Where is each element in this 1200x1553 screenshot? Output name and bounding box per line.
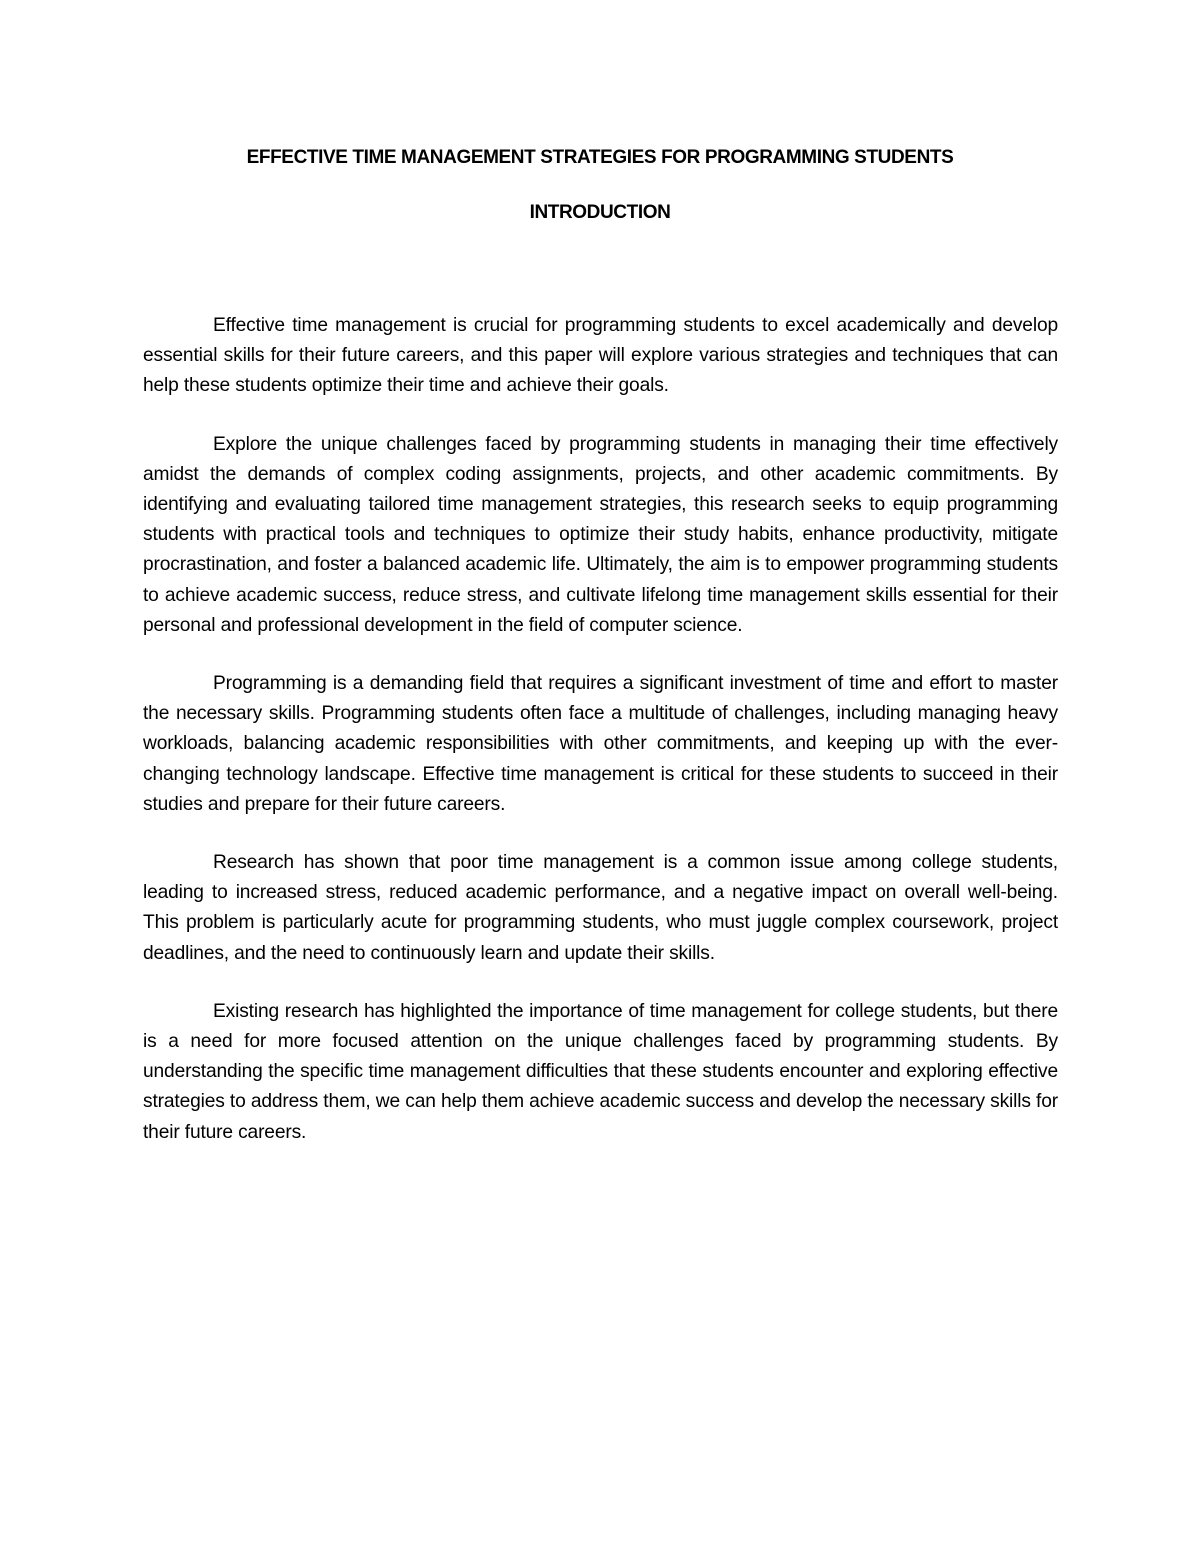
paragraph-3: Programming is a demanding field that requires a significant investment of time and effort to master the necessary skills. Programming students often face a multitude of challenges, including managing heavy workloads, balancing academic responsibilities with other commitments, and keeping up with the ever-changing technology landscape. Effective time management is critical for these students to succeed in their studies and prepare for their future careers. bbox=[143, 673, 1058, 815]
paragraph-2: Explore the unique challenges faced by programming students in managing their time effectively amidst the demands of complex coding assignments, projects, and other academic commitments. By identifying and evaluating tailored time management strategies, this research seeks to equip programming students with practical tools and techniques to optimize their study habits, enhance productivity, mitigate procrastination, and foster a balanced academic life. Ultimately, the aim is to empower programming students to achieve academic success, reduce stress, and cultivate lifelong time management skills essential for their personal and professional development in the field of computer science. bbox=[143, 433, 1058, 636]
section-heading: INTRODUCTION bbox=[529, 202, 671, 223]
document-body bbox=[143, 311, 1058, 1176]
paragraph-5: Existing research has highlighted the importance of time management for college students, but there is a need for more focused attention on the unique challenges faced by programming students. By understanding the specific time management difficulties that these students encounter and exploring effective strategies to address them, we can help them achieve academic success and develop the necessary skills for their future careers. bbox=[143, 1000, 1058, 1143]
document-title: EFFECTIVE TIME MANAGEMENT STRATEGIES FOR PROGRAMMING STUDENTS bbox=[246, 147, 954, 168]
paragraph-4: Research has shown that poor time management is a common issue among college students, leading to increased stress, reduced academic performance, and a negative impact on overall well-being. This problem is particularly acute for programming students, who must juggle complex coursework, project deadlines, and the need to continuously learn and update their skills. bbox=[143, 852, 1058, 964]
paragraph-1: Effective time management is crucial for programming students to excel academically and develop essential skills for their future careers, and this paper will explore various strategies and techniques that can help these students optimize their time and achieve their goals. bbox=[143, 315, 1058, 397]
